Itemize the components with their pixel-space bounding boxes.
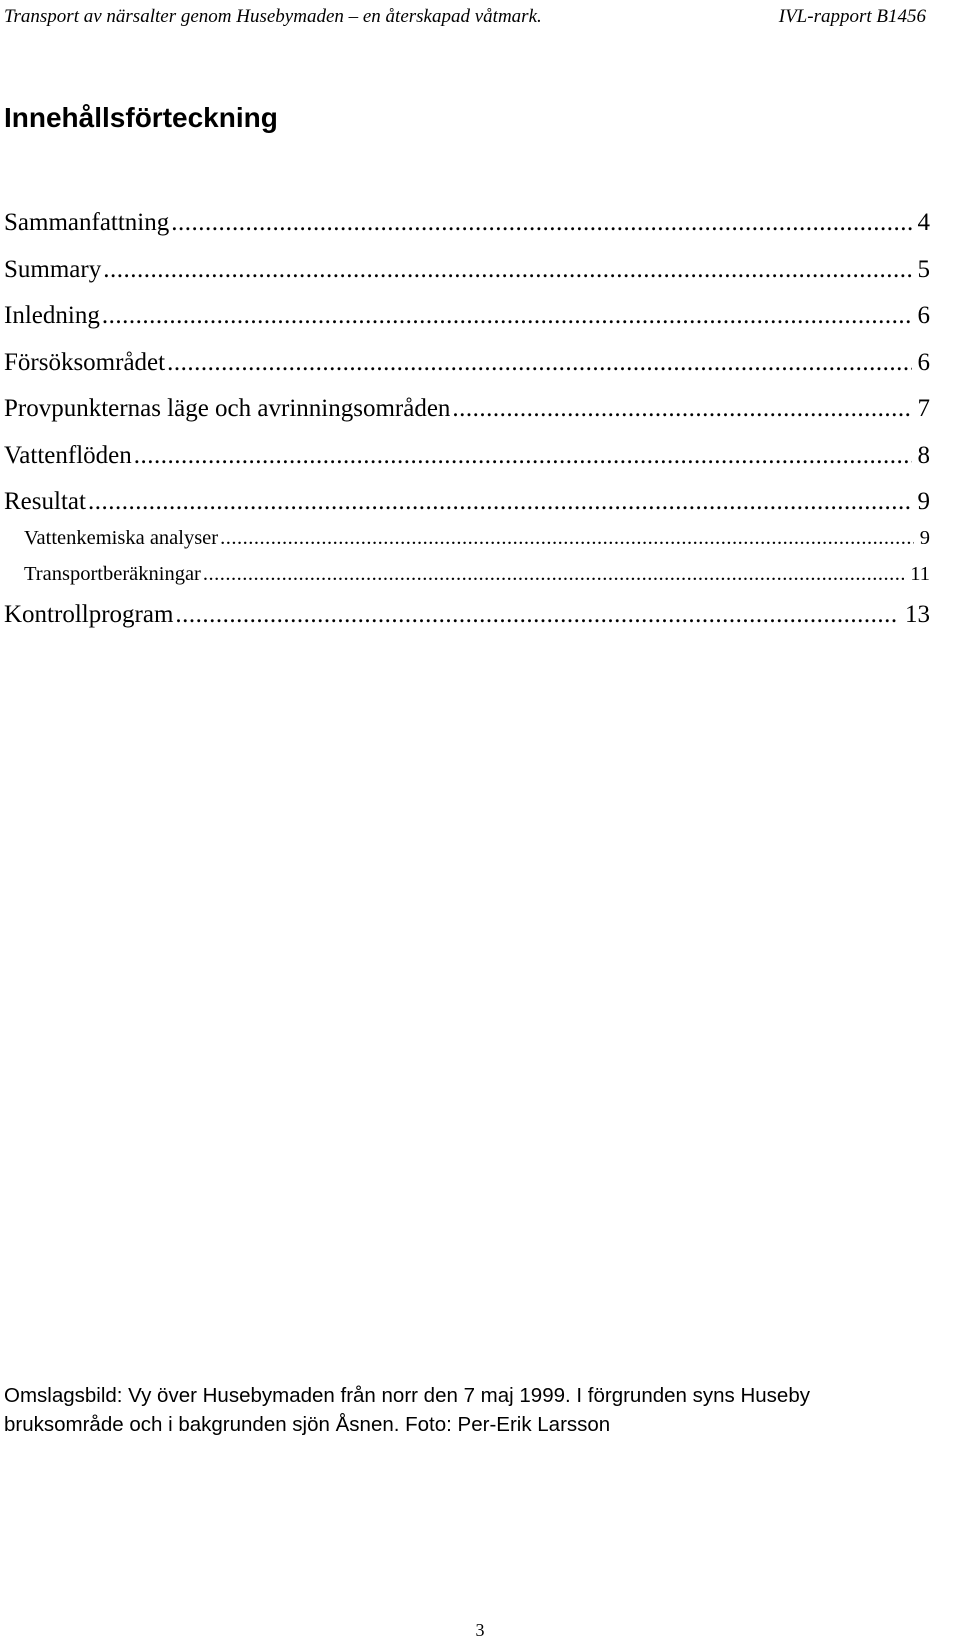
toc-entry-page: 13 xyxy=(905,600,930,628)
toc-entry-inledning[interactable] xyxy=(4,293,930,340)
toc-entry-transportberakningar[interactable] xyxy=(4,556,930,592)
header-title: Transport av närsalter genom Husebymaden – en återskapad våtmark. xyxy=(4,6,542,27)
toc-entry-page: 6 xyxy=(917,302,930,329)
toc-dot-leader xyxy=(102,293,912,340)
toc-dot-leader xyxy=(175,592,899,639)
toc-dot-leader xyxy=(134,433,912,480)
toc-entry-vattenkemiska-analyser[interactable] xyxy=(4,520,930,556)
toc-dot-leader xyxy=(452,386,911,433)
toc-entry-sammanfattning[interactable] xyxy=(4,200,930,247)
toc-entry-kontrollprogram[interactable] xyxy=(4,592,930,639)
toc-dot-leader xyxy=(103,247,911,294)
toc-entry-title: Inledning xyxy=(4,302,100,329)
toc-entry-title: Transportberäkningar xyxy=(24,562,201,585)
page-number: 3 xyxy=(475,1620,485,1640)
toc-entry-page: 8 xyxy=(917,441,930,469)
toc-entry-title: Resultat xyxy=(4,488,86,515)
toc-entry-vattenfloden[interactable] xyxy=(4,433,930,480)
toc-entry-title: Försöksområdet xyxy=(4,348,166,376)
toc-entry-title: Vattenkemiska analyser xyxy=(24,526,219,549)
toc-dot-leader xyxy=(203,556,904,592)
cover-photo-caption xyxy=(4,1381,934,1439)
toc-entry-page: 9 xyxy=(919,526,930,549)
caption-line: Omslagsbild: Vy över Husebymaden från norr den 7 maj 1999. I förgrunden syns Huseby xyxy=(4,1384,810,1407)
toc-entry-title: Sammanfattning xyxy=(4,209,170,236)
toc-entry-title: Summary xyxy=(4,255,102,283)
toc-heading: Innehållsförteckning xyxy=(4,102,278,133)
toc-entry-page: 6 xyxy=(917,348,930,376)
toc-entry-page: 5 xyxy=(917,255,930,283)
header-report-id: IVL-rapport B1456 xyxy=(778,6,926,27)
toc-entry-page: 9 xyxy=(917,488,930,515)
toc-entry-provpunkternas-lage[interactable] xyxy=(4,386,930,433)
table-of-contents xyxy=(4,200,930,638)
caption-line: bruksområde och i bakgrunden sjön Åsnen. Foto: Per-Erik Larsson xyxy=(4,1413,611,1436)
toc-dot-leader xyxy=(171,200,911,247)
toc-entry-title: Provpunkternas läge och avrinningsområden xyxy=(4,395,451,422)
toc-entry-page: 4 xyxy=(917,209,930,236)
toc-entry-title: Kontrollprogram xyxy=(4,600,174,628)
toc-entry-forsoksomradet[interactable] xyxy=(4,340,930,387)
toc-dot-leader xyxy=(167,340,911,387)
running-header xyxy=(4,3,926,31)
toc-entry-summary[interactable] xyxy=(4,247,930,294)
toc-entry-page: 11 xyxy=(910,562,930,585)
toc-entry-page: 7 xyxy=(917,395,930,422)
toc-entry-title: Vattenflöden xyxy=(4,441,132,469)
toc-dot-leader xyxy=(220,520,914,556)
